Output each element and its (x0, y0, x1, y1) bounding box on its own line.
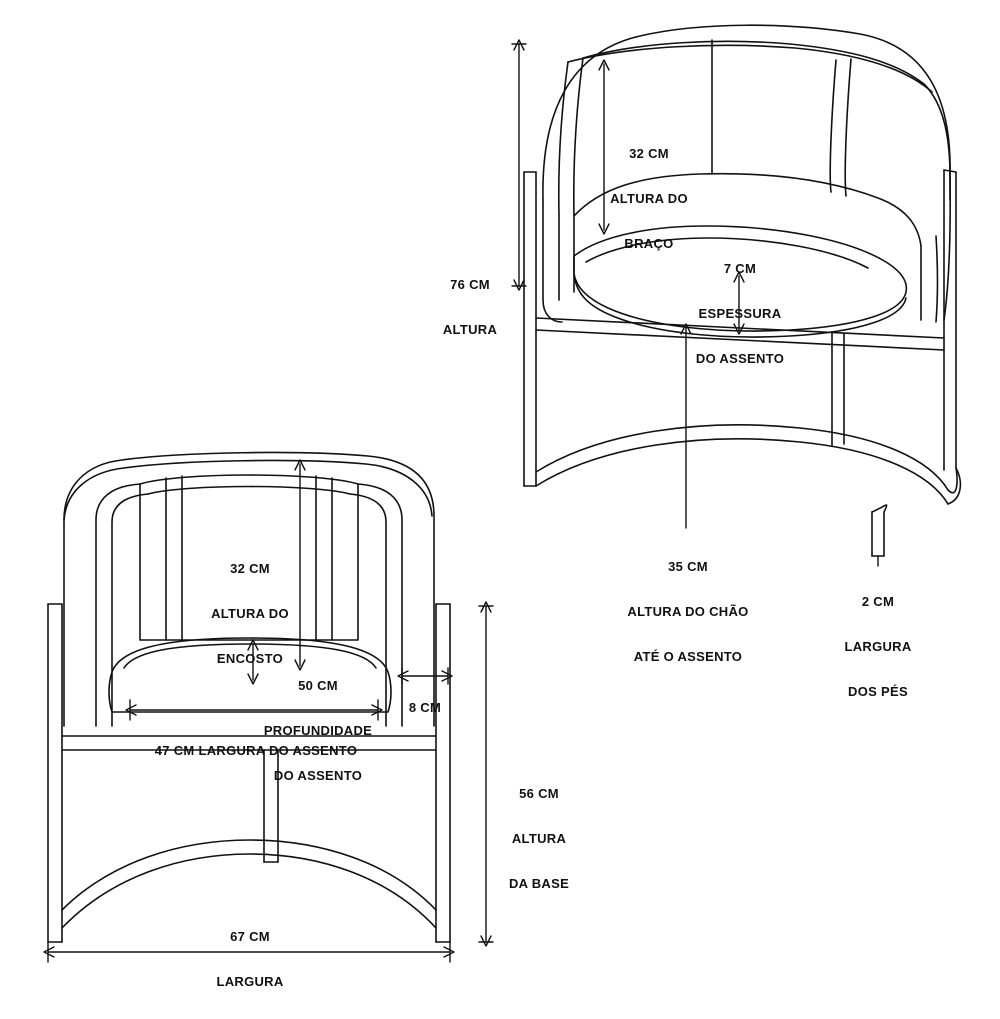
base-height-line1: ALTURA (511, 831, 567, 846)
label-floor-to-seat (608, 529, 768, 694)
base-height-value: 56 CM (519, 786, 559, 801)
arm-height-value: 32 CM (629, 146, 669, 161)
seat-depth-line1: PROFUNDIDADE (263, 723, 373, 738)
floor-to-seat-line2: ATÉ O ASSENTO (633, 649, 743, 664)
floor-to-seat-line1: ALTURA DO CHÃO (627, 604, 749, 619)
seat-depth-value: 50 CM (298, 678, 338, 693)
seat-width-value: 47 CM LARGURA DO ASSENTO (154, 743, 358, 758)
backrest-height-line1: ALTURA DO (211, 606, 289, 621)
feet-width-line2: DOS PÉS (848, 684, 908, 699)
arm-thickness-value: 8 CM (408, 700, 442, 715)
total-width-line1: LARGURA (216, 974, 284, 989)
arm-height-line2: BRAÇO (624, 236, 674, 251)
seat-thickness-line1: ESPESSURA (698, 306, 782, 321)
total-width-value: 67 CM (230, 929, 270, 944)
feet-width-value: 2 CM (861, 594, 895, 609)
label-seat-width (132, 713, 380, 788)
total-height-value: 76 CM (450, 277, 490, 292)
front-chair-drawing (48, 453, 450, 942)
backrest-height-value: 32 CM (230, 561, 270, 576)
feet-width-line1: LARGURA (844, 639, 912, 654)
total-height-line1: ALTURA (442, 322, 498, 337)
label-total-height (430, 247, 510, 367)
arm-height-line1: ALTURA DO (610, 191, 688, 206)
seat-depth-line2: DO ASSENTO (273, 768, 363, 783)
label-seat-thickness (675, 231, 805, 396)
label-feet-width (828, 564, 928, 729)
seat-thickness-line2: DO ASSENTO (695, 351, 785, 366)
base-height-line2: DA BASE (508, 876, 570, 891)
label-base-height (494, 756, 584, 921)
label-total-width (190, 899, 310, 1019)
floor-to-seat-value: 35 CM (668, 559, 708, 574)
label-arm-thickness (400, 670, 450, 745)
backrest-height-line2: ENCOSTO (216, 651, 284, 666)
seat-thickness-value: 7 CM (723, 261, 757, 276)
